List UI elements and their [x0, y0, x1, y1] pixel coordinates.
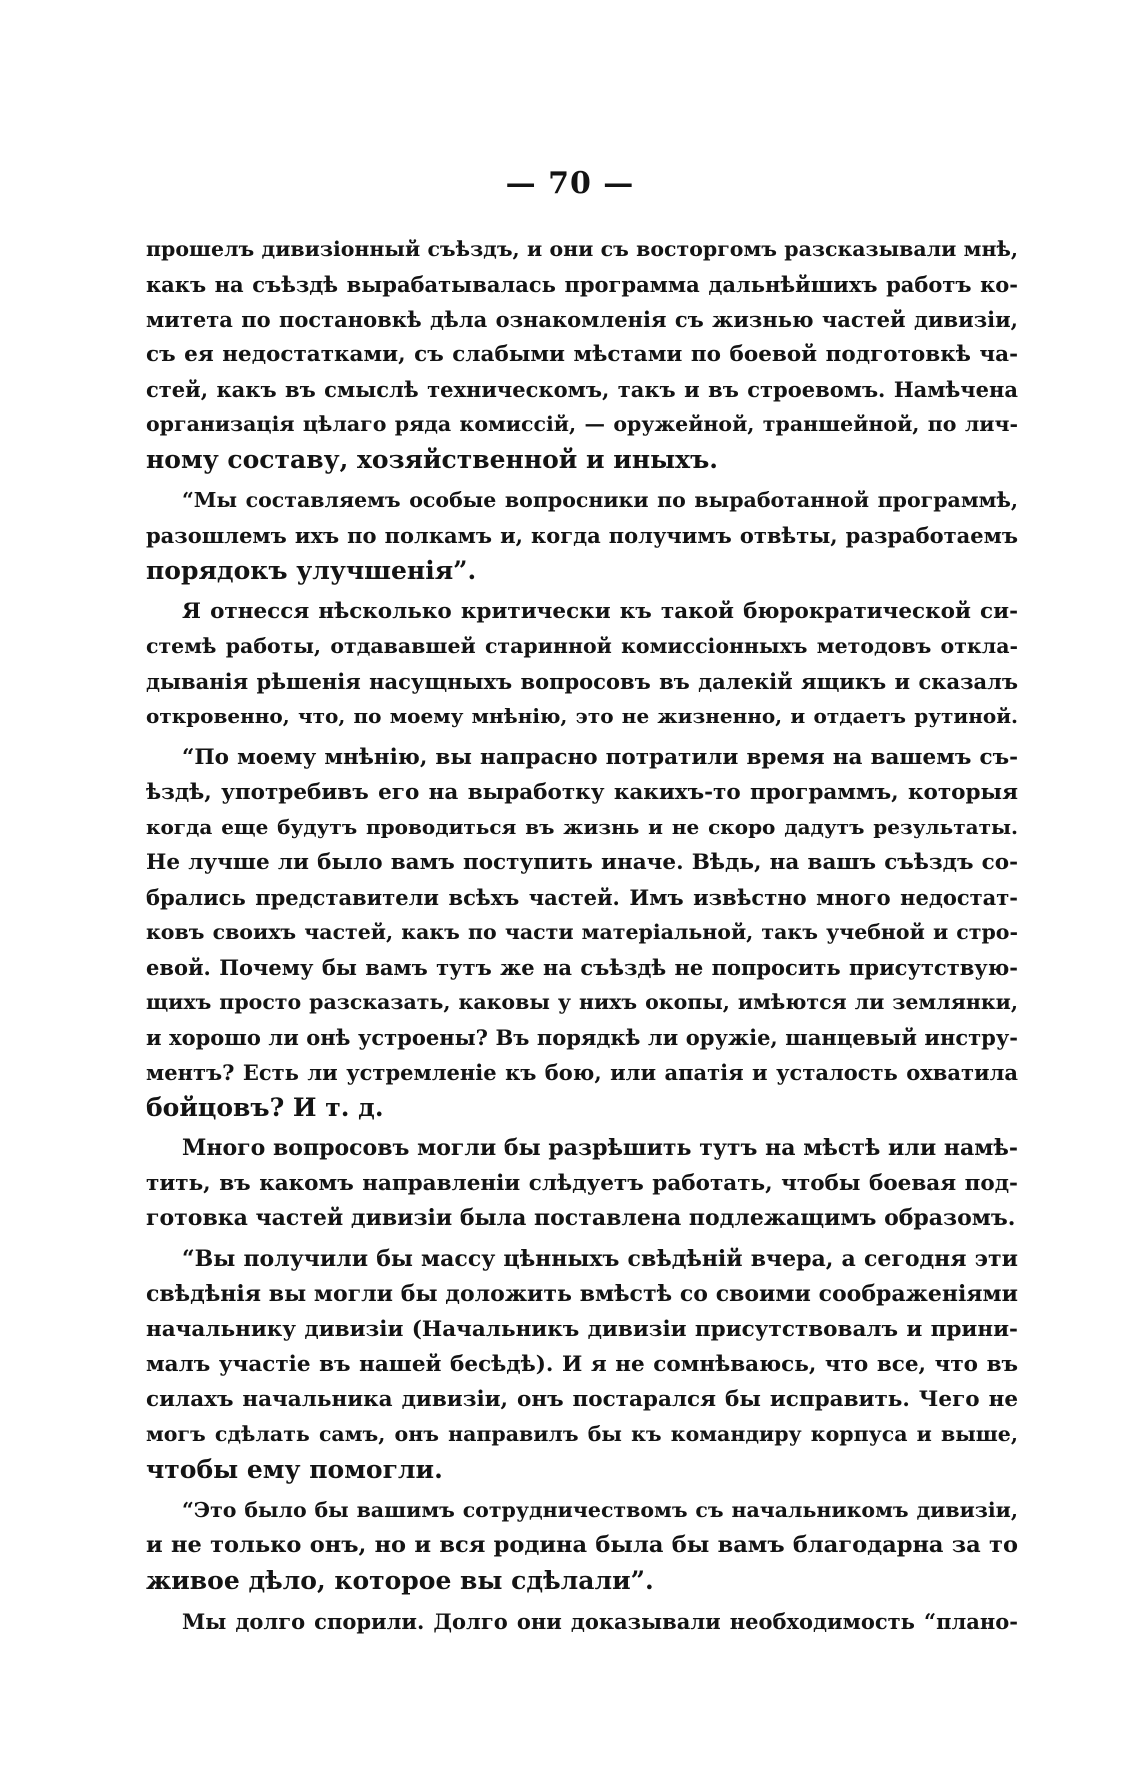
text-line: Я отнесся нѣсколько критически къ такой бюрократической си- [182, 599, 1018, 624]
text-line: организація цѣлаго ряда комиссій, — оружейной, траншейной, по лич- [146, 412, 1018, 436]
text-line: и не только онъ, но и вся родина была бы вамъ благодарна за то [146, 1532, 1018, 1558]
text-line: брались представители всѣхъ частей. Имъ извѣстно много недостат- [146, 885, 1018, 910]
paragraph [146, 1604, 1018, 1639]
text-line: готовка частей дивизіи была поставлена подлежащимъ образомъ. [146, 1205, 1016, 1231]
text-line: съ ея недостатками, съ слабыми мѣстами по боевой подготовкѣ ча- [146, 342, 1018, 367]
paragraph [146, 594, 1018, 734]
text-line: митета по постановкѣ дѣла ознакомленія съ жизнью частей дивизіи, [146, 307, 1018, 332]
text-line: прошелъ дивизіонный съѣздъ, и они съ восторгомъ разсказывали мнѣ, [146, 237, 1018, 261]
text-line: свѣдѣнія вы могли бы доложить вмѣстѣ со своими соображеніями [146, 1281, 1018, 1307]
text-line: “Мы составляемъ особые вопросники по выработанной программѣ, [182, 488, 1018, 512]
paragraph [146, 1242, 1018, 1487]
text-line: откровенно, что, по моему мнѣнію, это не жизненно, и отдаетъ рутиной. [146, 704, 1018, 728]
paragraph [146, 483, 1018, 588]
text-line: разошлемъ ихъ по полкамъ и, когда получимъ отвѣты, разработаемъ [146, 523, 1018, 548]
text-line: Много вопросовъ могли бы разрѣшить тутъ на мѣстѣ или намѣ- [182, 1135, 1018, 1161]
text-line: ковъ своихъ частей, какъ по части матеріальной, такъ учебной и стро- [146, 920, 1018, 944]
text-line: порядокъ улучшенія”. [146, 556, 477, 585]
paragraph [146, 1131, 1018, 1236]
text-line: Мы долго спорили. Долго они доказывали необходимость “плано- [182, 1609, 1018, 1634]
page-number: — 70 — [505, 166, 635, 201]
text-line: “Это было бы вашимъ сотрудничествомъ съ начальникомъ дивизіи, [182, 1498, 1018, 1522]
body-text [146, 232, 1018, 1639]
text-line: ѣздѣ, употребивъ его на выработку какихъ-то программъ, которыя [146, 780, 1018, 805]
text-line: Не лучше ли было вамъ поступить иначе. Вѣдь, на вашъ съѣздъ со- [146, 850, 1018, 875]
text-line: когда еще будутъ проводиться въ жизнь и не скоро дадутъ результаты. [146, 815, 1018, 839]
text-line: дыванія рѣшенія насущныхъ вопросовъ въ далекій ящикъ и сказалъ [146, 669, 1018, 694]
text-line: и хорошо ли онѣ устроены? Въ порядкѣ ли оружіе, шанцевый инстру- [146, 1025, 1018, 1050]
text-line: евой. Почему бы вамъ тутъ же на съѣздѣ не попросить присутствую- [146, 955, 1018, 980]
text-line: стей, какъ въ смыслѣ техническомъ, такъ и въ строевомъ. Намѣчена [146, 377, 1018, 402]
paragraph [146, 232, 1018, 477]
text-line: щихъ просто разсказать, каковы у нихъ окопы, имѣются ли землянки, [146, 990, 1018, 1014]
paragraph [146, 740, 1018, 1125]
text-line: силахъ начальника дивизіи, онъ постарался бы исправить. Чего не [146, 1387, 1018, 1412]
paragraph [146, 1493, 1018, 1598]
text-line: чтобы ему помогли. [146, 1455, 443, 1484]
text-line: “Вы получили бы массу цѣнныхъ свѣдѣній вчера, а сегодня эти [182, 1246, 1018, 1272]
text-line: какъ на съѣздѣ вырабатывалась программа дальнѣйшихъ работъ ко- [146, 272, 1018, 297]
text-line: могъ сдѣлать самъ, онъ направилъ бы къ командиру корпуса и выше, [146, 1422, 1018, 1446]
text-line: ному составу, хозяйственной и иныхъ. [146, 445, 718, 474]
text-line: малъ участіе въ нашей бесѣдѣ). И я не сомнѣваюсь, что все, что въ [146, 1352, 1018, 1377]
text-line: бойцовъ? И т. д. [146, 1093, 384, 1122]
text-line: ментъ? Есть ли устремленіе къ бою, или апатія и усталость охватила [146, 1060, 1018, 1085]
text-line: стемѣ работы, отдававшей старинной комиссіонныхъ методовъ откла- [146, 634, 1018, 658]
text-line: живое дѣло, которое вы сдѣлали”. [146, 1566, 654, 1595]
text-line: “По моему мнѣнію, вы напрасно потратили время на вашемъ съ- [182, 745, 1018, 770]
text-line: тить, въ какомъ направленіи слѣдуетъ работать, чтобы боевая под- [146, 1171, 1018, 1196]
text-line: начальнику дивизіи (Начальникъ дивизіи присутствовалъ и прини- [146, 1317, 1018, 1342]
